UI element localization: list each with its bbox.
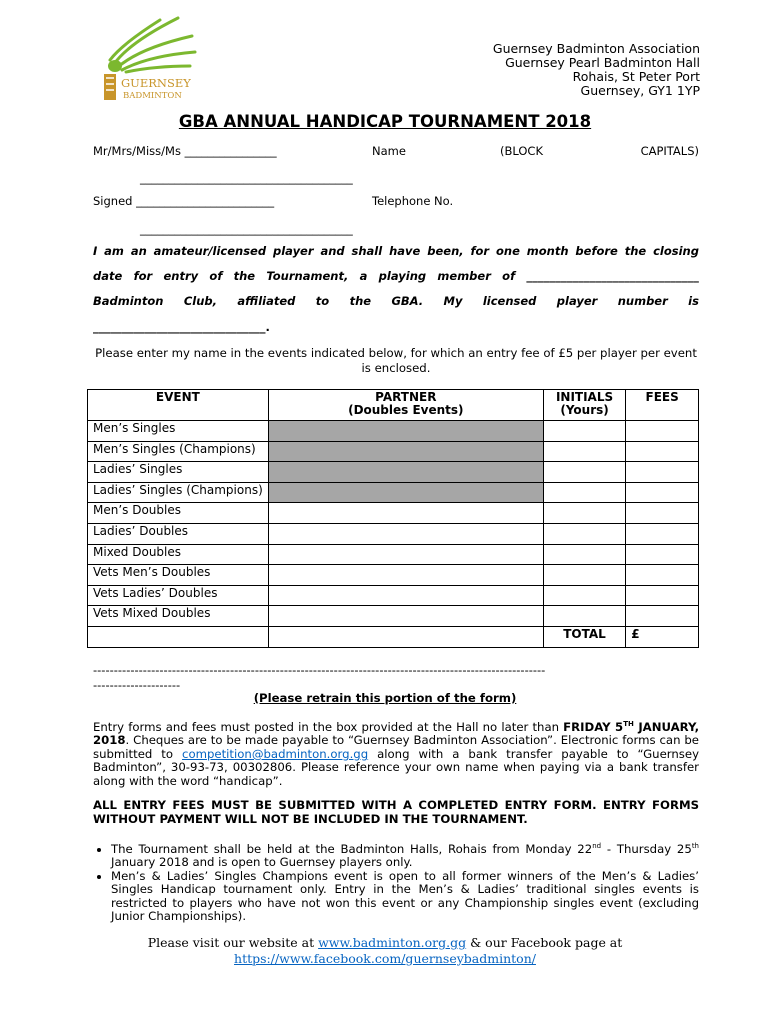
address-line: Guernsey Pearl Badminton Hall [505, 55, 700, 70]
fees-cell[interactable] [626, 523, 699, 544]
list-item: • Men’s & Ladies’ Singles Champions event is open to all former winners of the Men’s & Ladies’ Singles Handicap tournament only. Entry in the Men’s & Ladies’ traditional singles events is restricted to players who have not won this event or any Championship singles event (excluding Junior Championships). [111, 870, 699, 924]
event-name: Ladies’ Singles (Champions) [88, 482, 269, 503]
initials-cell[interactable] [543, 503, 625, 524]
total-blank-cell [268, 626, 543, 647]
event-name: Mixed Doubles [88, 544, 269, 565]
header-fees: FEES [626, 390, 699, 421]
initials-cell[interactable] [543, 544, 625, 565]
fees-cell[interactable] [626, 565, 699, 586]
table-row [88, 585, 699, 606]
deadline-text: FRIDAY 5 [563, 719, 624, 734]
table-header-row [88, 390, 699, 421]
table-row [88, 421, 699, 442]
header-initials: INITIALS (Yours) [543, 390, 625, 421]
shuttlecock-logo-icon [100, 14, 210, 104]
table-row [88, 441, 699, 462]
facebook-link[interactable]: https://www.facebook.com/guernseybadminton/ [234, 951, 536, 966]
initials-cell[interactable] [543, 441, 625, 462]
event-name: Ladies’ Singles [88, 462, 269, 483]
name-label: Name [372, 144, 406, 158]
declaration-line-2: date for entry of the Tournament, a playing member of ______________________________ [93, 269, 699, 283]
competition-email-link[interactable]: competition@badminton.org.gg [182, 746, 369, 761]
association-address [493, 42, 700, 98]
address-line: Rohais, St Peter Port [572, 69, 700, 84]
fees-cell[interactable] [626, 544, 699, 565]
title-field[interactable]: Mr/Mrs/Miss/Ms ________________ [93, 144, 277, 158]
events-table [87, 389, 699, 648]
table-row [88, 462, 699, 483]
fee-instruction: Please enter my name in the events indicated below, for which an entry fee of £5 per player per event is enclosed. [95, 346, 697, 375]
initials-cell[interactable] [543, 523, 625, 544]
initials-cell[interactable] [543, 606, 625, 627]
total-fees-cell[interactable]: £ [626, 626, 699, 647]
table-row [88, 523, 699, 544]
partner-cell[interactable] [268, 503, 543, 524]
licence-number-field[interactable]: ______________________________. [93, 320, 270, 334]
partner-cell[interactable] [268, 565, 543, 586]
partner-cell-disabled [268, 482, 543, 503]
partner-cell-disabled [268, 441, 543, 462]
payment-warning: ALL ENTRY FEES MUST BE SUBMITTED WITH A COMPLETED ENTRY FORM. ENTRY FORMS WITHOUT PAYMENT WILL NOT BE INCLUDED IN THE TOURNAMENT. [93, 798, 699, 826]
table-row [88, 544, 699, 565]
fees-cell[interactable] [626, 421, 699, 442]
partner-cell-disabled [268, 421, 543, 442]
retain-note: (Please retrain this portion of the form) [253, 691, 517, 705]
footer: Please visit our website at www.badminton.org.gg & our Facebook page at https://www.facebook.com/guernseybadminton/ [147, 935, 623, 966]
fees-cell[interactable] [626, 441, 699, 462]
event-name: Ladies’ Doubles [88, 523, 269, 544]
table-row [88, 565, 699, 586]
header-event: EVENT [88, 390, 269, 421]
fees-cell[interactable] [626, 462, 699, 483]
initials-cell[interactable] [543, 421, 625, 442]
fees-cell[interactable] [626, 606, 699, 627]
partner-cell[interactable] [268, 606, 543, 627]
event-name: Men’s Singles (Champions) [88, 441, 269, 462]
fees-cell[interactable] [626, 503, 699, 524]
address-line: Guernsey Badminton Association [492, 41, 700, 56]
entry-instructions: Entry forms and fees must posted in the box provided at the Hall no later than FRIDAY 5TH JANUARY, 2018. Cheques are to be made payable to “Guernsey Badminton Association”. Electronic forms can be submitted to competition@badminton.org.gg along with a bank transfer payable to “Guernsey Badminton”, 30-93-73, 00302806. Please reference your own name when paying via a bank transfer along with the word “handicap”. [93, 719, 700, 788]
initials-cell[interactable] [543, 462, 625, 483]
table-row [88, 482, 699, 503]
initials-cell[interactable] [543, 565, 625, 586]
address-line: Guernsey, GY1 1YP [580, 83, 700, 98]
cut-line: ------------------------------------------------------------------------------------------------------------- [93, 663, 546, 677]
gba-logo [100, 14, 210, 104]
signed-field[interactable]: Signed ________________________ [93, 194, 275, 208]
total-row [88, 626, 699, 647]
initials-cell[interactable] [543, 585, 625, 606]
total-blank-cell [88, 626, 269, 647]
cut-line-continued: --------------------- [93, 678, 181, 692]
event-name: Vets Mixed Doubles [88, 606, 269, 627]
declaration-line-3: Badminton Club, affiliated to the GBA. My licensed player number is [93, 294, 699, 308]
partner-cell[interactable] [268, 585, 543, 606]
event-name: Men’s Singles [88, 421, 269, 442]
fees-cell[interactable] [626, 585, 699, 606]
table-row [88, 503, 699, 524]
telephone-label: Telephone No. [372, 194, 454, 208]
fees-cell[interactable] [626, 482, 699, 503]
name-field[interactable]: _____________________________________ [140, 171, 353, 185]
list-item: • The Tournament shall be held at the Badminton Halls, Rohais from Monday 22nd - Thursday 25th January 2018 and is open to Guernsey players only. [111, 840, 699, 870]
website-link[interactable]: www.badminton.org.gg [318, 935, 467, 950]
event-name: Vets Ladies’ Doubles [88, 585, 269, 606]
block-label: (BLOCK [500, 144, 543, 158]
total-label: TOTAL [543, 626, 625, 647]
partner-cell[interactable] [268, 544, 543, 565]
partner-cell[interactable] [268, 523, 543, 544]
tournament-notes [93, 840, 699, 924]
telephone-field[interactable]: _____________________________________ [140, 222, 353, 236]
event-name: Men’s Doubles [88, 503, 269, 524]
logo-text-line1: GUERNSEY [121, 76, 191, 90]
header-partner: PARTNER (Doubles Events) [268, 390, 543, 421]
club-field[interactable]: ______________________________ [526, 269, 699, 283]
partner-cell-disabled [268, 462, 543, 483]
capitals-label: CAPITALS) [640, 144, 699, 158]
table-row [88, 606, 699, 627]
page-title: GBA ANNUAL HANDICAP TOURNAMENT 2018 [178, 112, 592, 131]
logo-text-line2: BADMINTON [123, 91, 182, 101]
initials-cell[interactable] [543, 482, 625, 503]
declaration-line-1: I am an amateur/licensed player and shall have been, for one month before the closing [93, 244, 699, 258]
event-name: Vets Men’s Doubles [88, 565, 269, 586]
